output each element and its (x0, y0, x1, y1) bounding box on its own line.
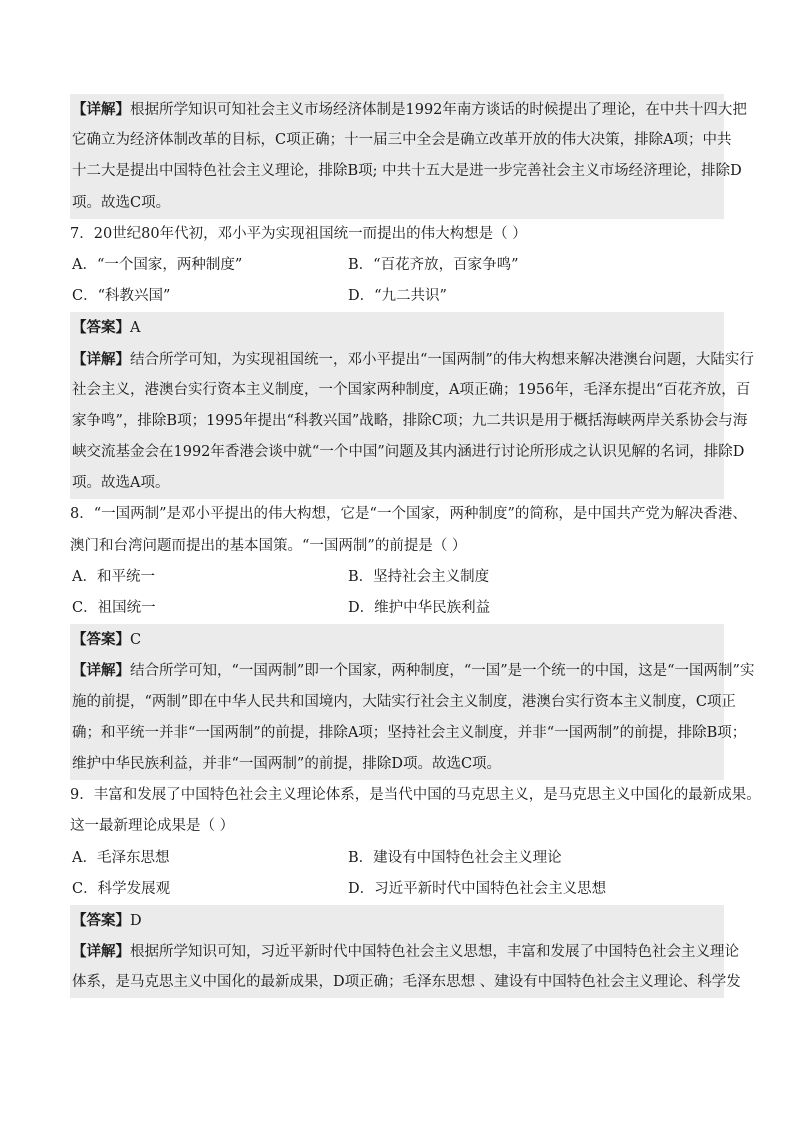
question-stem: 7．20世纪80年代初，邓小平为实现祖国统一而提出的伟大构想是（ ） (70, 225, 527, 242)
explanation-tag: 【详解】 (72, 943, 130, 961)
explanation-block (70, 936, 741, 998)
explanation-line (72, 655, 755, 686)
explanation-line (72, 437, 745, 468)
explanation-line (72, 749, 724, 780)
answer-block (70, 312, 724, 343)
explanation-line (72, 156, 742, 187)
option-row (70, 281, 724, 312)
question-block (70, 780, 761, 905)
question-stem: 9．丰富和发展了中国特色社会主义理论体系，是当代中国的马克思主义，是马克思主义中国化的最新成果。 (70, 787, 761, 804)
question-stem: 这一最新理论成果是（ ） (70, 818, 235, 835)
question-block (70, 499, 747, 624)
option-row (70, 250, 724, 281)
explanation-line (72, 967, 741, 998)
question-stem: 澳门和台湾问题而提出的基本国策。“一国两制”的前提是（ ） (70, 537, 467, 554)
answer-option: C．祖国统一 (72, 600, 156, 616)
explanation-line (72, 718, 747, 749)
explanation-text: 根据所学知识可知社会主义市场经济体制是1992年南方谈话的时候提出了理论，在中共十四大把 (130, 102, 747, 118)
explanation-line (72, 375, 751, 406)
explanation-block (70, 655, 755, 780)
explanation-line (72, 94, 747, 125)
explanation-text: 确；和平统一并非“一国两制”的前提，排除A项；坚持社会主义制度，并非“一国两制”的前提，排除B项； (72, 724, 747, 741)
answer-option: A．毛泽东思想 (72, 849, 170, 866)
explanation-text: 它确立为经济体制改革的目标，C项正确；十一届三中全会是确立改革开放的伟大决策，排除A项；中共 (72, 132, 732, 149)
answer-value: A (130, 320, 141, 337)
explanation-text: 根据所学知识可知，习近平新时代中国特色社会主义思想，丰富和发展了中国特色社会主义理论 (130, 944, 739, 961)
explanation-text: 项。故选C项。 (72, 194, 171, 211)
explanation-line (72, 406, 748, 437)
explanation-text: 家争鸣”，排除B项；1995年提出“科教兴国”战略，排除C项；九二共识是用于概括海峡两岸关系协会与海 (72, 412, 748, 429)
option-row (70, 593, 724, 624)
answer-option: C．科学发展观 (72, 880, 171, 897)
explanation-line (72, 936, 739, 967)
option-row (70, 562, 724, 593)
answer-block (70, 905, 724, 936)
question-stem: 8．“一国两制”是邓小平提出的伟大构想，它是“一个国家，两种制度”的简称，是中国共产党为解决香港、 (70, 506, 747, 523)
explanation-text: 结合所学可知，“一国两制”即一个国家，两种制度，“一国”是一个统一的中国，这是“一国两制”实 (130, 663, 755, 680)
answer-tag: 【答案】 (72, 319, 130, 337)
explanation-text: 十二大是提出中国特色社会主义理论，排除B项; 中共十五大是进一步完善社会主义市场经济理论，排除D (72, 163, 742, 180)
answer-option: A．“一个国家，两种制度” (72, 256, 243, 273)
answer-option: D．习近平新时代中国特色社会主义思想 (348, 880, 607, 897)
question-block (70, 219, 724, 313)
explanation-text: 体系，是马克思主义中国化的最新成果，D项正确；毛泽东思想 、建设有中国特色社会主义理论、科学发 (72, 974, 741, 991)
explanation-tag: 【详解】 (72, 350, 130, 368)
answer-option: D．维护中华民族利益 (348, 600, 491, 616)
answer-block (70, 624, 724, 655)
explanation-text: 维护中华民族利益，并非“一国两制”的前提，排除D项。故选C项。 (72, 755, 502, 772)
explanation-line (72, 344, 754, 375)
answer-tag: 【答案】 (72, 631, 130, 649)
explanation-tag: 【详解】 (72, 662, 130, 680)
answer-option: B．坚持社会主义制度 (348, 568, 490, 585)
answer-option: B．“百花齐放，百家争鸣” (348, 256, 519, 273)
explanation-line (72, 188, 724, 219)
explanation-text: 项。故选A项。 (72, 475, 170, 492)
explanation-line (72, 468, 724, 499)
option-row (70, 874, 724, 905)
answer-value: D (130, 912, 142, 929)
explanation-line (72, 125, 732, 156)
answer-option: C．“科教兴国” (72, 288, 171, 305)
explanation-text: 施的前提，“两制”即在中华人民共和国境内，大陆实行社会主义制度，港澳台实行资本主义制度，C项正 (72, 693, 736, 710)
answer-tag: 【答案】 (72, 911, 130, 929)
explanation-text: 结合所学可知，为实现祖国统一，邓小平提出“一国两制”的伟大构想来解决港澳台问题，大陆实行 (130, 351, 754, 368)
document-page (70, 94, 761, 998)
answer-value: C (130, 632, 142, 649)
explanation-text: 社会主义，港澳台实行资本主义制度，一个国家两种制度，A项正确；1956年，毛泽东提出“百花齐放，百 (72, 381, 751, 398)
explanation-line (72, 687, 736, 718)
explanation-tag: 【详解】 (72, 101, 130, 118)
answer-option: B．建设有中国特色社会主义理论 (348, 849, 562, 866)
explanation-text: 峡交流基金会在1992年香港会谈中就“一个中国”问题及其内涵进行讨论所形成之认识见解的名词，排除D (72, 444, 745, 461)
answer-option: A．和平统一 (72, 568, 155, 585)
option-row (70, 843, 724, 874)
explanation-block (70, 344, 754, 500)
answer-option: D．“九二共识” (348, 288, 447, 305)
explanation-block (70, 94, 747, 219)
